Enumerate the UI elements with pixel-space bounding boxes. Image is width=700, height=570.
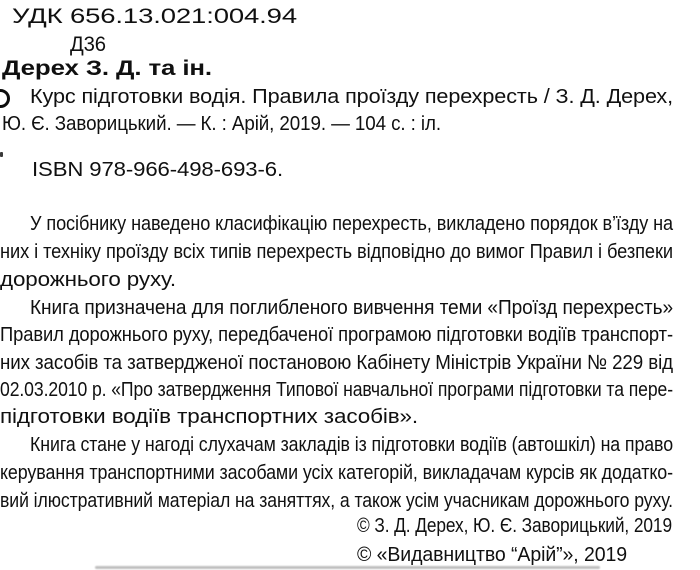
author-sign: Д36 [70,32,106,56]
annotation-p2-line-2: Правил дорожнього руху, передбаченої програмою підготовки водіїв транспорт- [0,323,673,346]
annotation-p3-line-1: Книга стане у нагоді слухачам закладів із підготовки водіїв (автошкіл) на право [30,433,673,456]
annotation-p2-line-1: Книга призначена для поглибленого вивчення теми «Проїзд перехресть» [30,296,673,319]
bibliographic-record-line-2: Ю. Є. Заворицький. — К. : Арій, 2019. — 104 с. : іл. [2,112,441,135]
annotation-p1-line-2: них і техніку проїзду всіх типів перехресть відповідно до вимог Правил і безпеки [0,240,673,263]
copyright-publisher: © «Видавництво “Арій”», 2019 [357,543,627,566]
annotation-p3-line-2: керування транспортними засобами усіх категорій, викладачам курсів як додатко- [0,461,673,484]
isbn-number: ISBN 978-966-498-693-6. [32,158,283,181]
annotation-p1-line-1: У посібнику наведено класифікацію перехресть, викладено порядок в’їзду на [30,212,673,235]
annotation-p1-line-3: дорожнього руху. [0,268,176,291]
bibliographic-record-line-1: Курс підготовки водія. Правила проїзду перехресть / З. Д. Дерех, [30,85,673,108]
scan-bottom-shadow-artifact [95,566,600,569]
scan-speck-artifact [0,152,3,157]
udc-number: УДК 656.13.021:004.94 [12,4,297,28]
annotation-p2-line-5: підготовки водіїв транспортних засобів». [0,405,418,428]
annotation-p2-line-4: 02.03.2010 р. «Про затвердження Типової навчальної програми підготовки та пере- [0,378,673,401]
author-heading: Дерех З. Д. та ін. [2,57,212,80]
annotation-p3-line-3: вий ілюстративний матеріал на заняттях, а також усім учасникам дорожнього руху. [0,489,673,512]
copyright-authors: © З. Д. Дерех, Ю. Є. Заворицький, 2019 [357,514,672,537]
annotation-p2-line-3: них засобів та затвердженої постановою Кабінету Міністрів України № 229 від [0,351,673,374]
scan-edge-bullet-artifact [0,89,10,108]
